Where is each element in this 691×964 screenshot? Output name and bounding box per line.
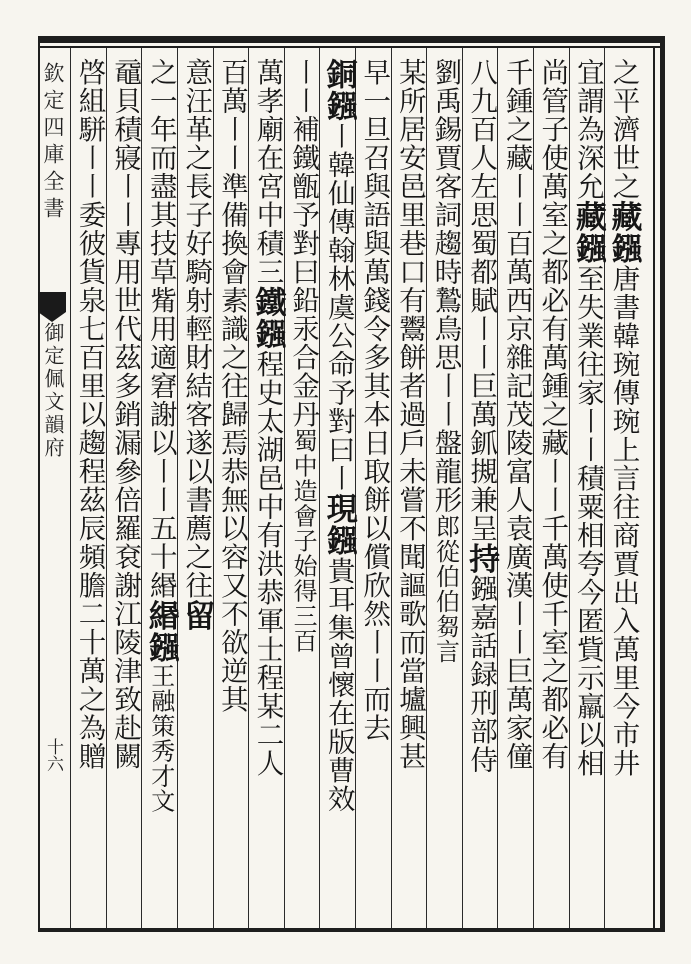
body-text: 啓組駢〡〡委彼貨泉七百里以趨程茲辰頻膽二十萬之為贈: [73, 58, 106, 771]
body-text: 〡〡補鐵甑予對曰鉛汞合金丹: [287, 58, 320, 429]
frame-right-rule: [660, 36, 665, 932]
body-text: 鏹嘉話録刑部侍: [465, 574, 498, 774]
annotation-text: 王融策秀才文: [146, 663, 175, 814]
column-rule: [391, 48, 392, 928]
column-rule: [248, 48, 249, 928]
headword: 現鏹: [320, 492, 357, 557]
headword: 銅鏹: [320, 58, 357, 122]
text-column-6: [428, 58, 461, 928]
body-text: 至失業往家〡〡積粟相夸今匿貲示羸以相: [571, 264, 604, 778]
text-column-14: [142, 58, 179, 928]
margin-volume-title: 御定佩文韻府: [41, 322, 65, 460]
body-text: 之一年而盡其技草觜用適窘謝以〡〡五十緡: [144, 58, 177, 600]
headword: 藏鏹: [605, 200, 642, 265]
frame-top-thin-rule: [38, 46, 664, 48]
frame-left-rule: [38, 36, 40, 932]
headword: 持: [463, 542, 500, 575]
column-rule: [177, 48, 178, 928]
text-column-11: [249, 58, 286, 928]
text-column-4: [499, 58, 532, 928]
body-text: 素識之往歸焉恭無以容又不欲逆其: [215, 286, 248, 714]
text-column-9: [320, 58, 357, 928]
margin-book-title: 欽定四庫全書: [41, 62, 65, 224]
headword: 鏹: [142, 631, 179, 664]
margin-folio-number: 十六: [43, 738, 63, 772]
headword: 緡: [142, 599, 179, 632]
body-text: 萬孝廟在宮中積三: [251, 58, 284, 286]
column-rule: [426, 48, 427, 928]
headword: 鐵鏹: [249, 286, 286, 350]
body-text: 黿貝積寢〡〡專用世代茲多銷漏參倍羅袞謝江陵津致赴闕: [109, 58, 142, 771]
column-rule: [141, 48, 142, 928]
body-text: 千鍾之藏〡〡百萬西京雜記茂陵富人袁廣漢〡〡巨萬家僮: [500, 58, 533, 771]
text-column-7: [392, 58, 425, 928]
text-column-13: [178, 58, 215, 928]
text-column-8: [356, 58, 389, 928]
body-text: 早一旦召與語與萬錢令多其本日取餅以償欣然〡〡而去: [358, 58, 391, 742]
frame-top-rule: [38, 36, 664, 43]
body-text: 尚管子使萬室之都必有萬鍾之藏〡〡千萬使千室之都必有: [536, 58, 569, 771]
text-column-16: [72, 58, 105, 928]
headword: 藏鏹: [569, 200, 606, 265]
text-column-1: [605, 58, 642, 928]
fishtail-mark: [38, 292, 66, 312]
body-text: 意汪革之長子好騎射輕財結客遂以書薦之往: [180, 58, 213, 600]
text-column-2: [569, 58, 606, 928]
column-rule: [355, 48, 356, 928]
column-rule: [604, 48, 605, 928]
frame-bottom-rule: [38, 928, 664, 932]
text-column-3: [534, 58, 567, 928]
column-rule: [569, 48, 570, 928]
frame-right-thin-rule: [653, 46, 655, 930]
text-column-10: [285, 58, 318, 928]
body-text: 百萬〡〡準備換會: [215, 58, 248, 286]
annotation-text: 郎從伯伯芻言: [431, 514, 460, 664]
body-text: 程史太湖邑中有洪恭軍士程某二人: [251, 350, 284, 778]
body-text: 宜謂為深允: [571, 58, 604, 201]
text-column-15: [107, 58, 140, 928]
text-column-12: [214, 58, 247, 928]
body-text: 劉禹錫賈客詞趨時鷙鳥思〡〡盤龍形: [429, 58, 462, 514]
body-text: 之平濟世之: [607, 58, 640, 201]
text-column-5: [463, 58, 500, 928]
body-text: 某所居安邑里巷口有鬻餅者過戶未嘗不聞謳歌而當壚興甚: [393, 58, 426, 771]
column-rule: [213, 48, 214, 928]
column-rule: [497, 48, 498, 928]
column-rule: [533, 48, 534, 928]
body-text: 貴耳集曾懷在版曹效: [322, 556, 355, 813]
body-text: 唐書韓琬傳琬上言往商賈出入萬里今市井: [607, 264, 640, 778]
column-rule: [319, 48, 320, 928]
headword: 留: [178, 599, 215, 632]
body-text: 八九百人左思蜀都賦〡〡巨萬釽摫兼呈: [465, 58, 498, 543]
body-text: 〡韓仙傳翰林虞公命予對曰〡: [322, 122, 355, 493]
column-rule: [70, 48, 71, 928]
annotation-text: 蜀中造會子始得三百: [289, 428, 318, 654]
